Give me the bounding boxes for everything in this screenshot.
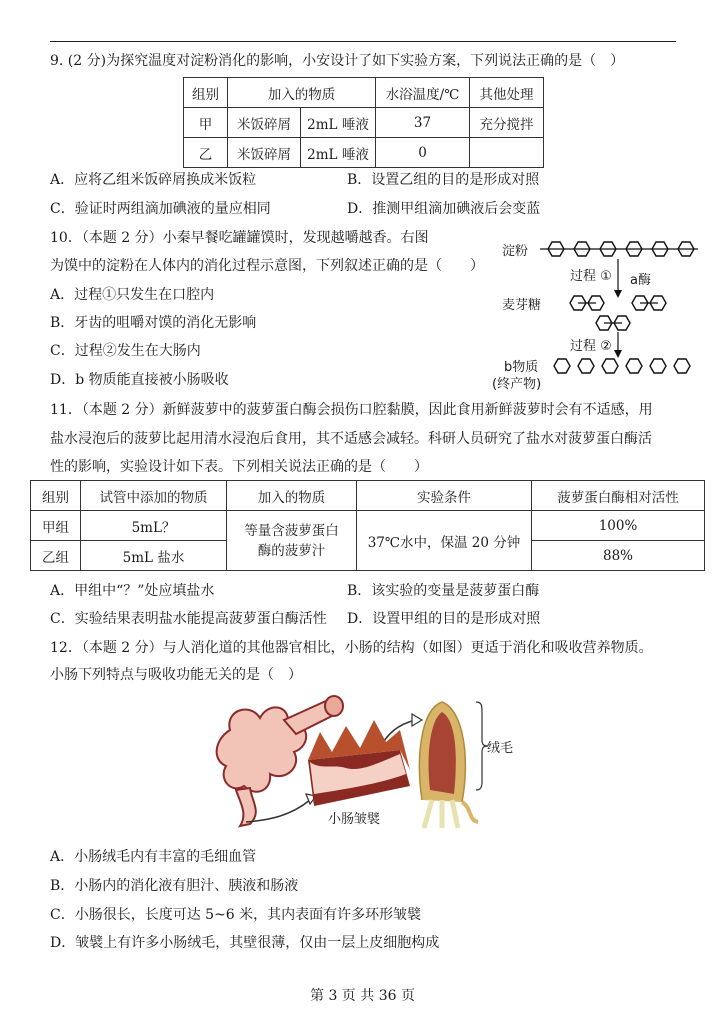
villus-structure bbox=[419, 702, 478, 828]
q11-stem-line3: 性的影响，实验设计如下表。下列相关说法正确的是（ ） bbox=[50, 459, 428, 475]
q9-table bbox=[183, 77, 544, 168]
q10-option-b: B．牙齿的咀嚼对馍的消化无影响 bbox=[50, 315, 257, 331]
table-header: 试管中添加的物质 bbox=[81, 481, 227, 511]
table-cell bbox=[470, 138, 544, 168]
table-cell-merged-substance: 等量含菠萝蛋白酶的菠萝汁 bbox=[227, 511, 357, 571]
header-rule bbox=[50, 41, 676, 42]
table-cell: 5mL 盐水 bbox=[81, 541, 227, 571]
table-cell: 37 bbox=[376, 108, 470, 138]
table-cell: 2mL 唾液 bbox=[301, 108, 376, 138]
table-cell: 米饭碎屑 bbox=[228, 138, 301, 168]
table-cell: 米饭碎屑 bbox=[228, 108, 301, 138]
q9-option-a: A．应将乙组米饭碎屑换成米饭粒 bbox=[50, 172, 257, 188]
table-cell: 乙 bbox=[184, 138, 228, 168]
label-product-b: b物质 bbox=[504, 360, 539, 375]
q12-option-b: B．小肠内的消化液有胆汁、胰液和肠液 bbox=[50, 878, 299, 894]
table-header: 菠萝蛋白酶相对活性 bbox=[532, 481, 705, 511]
q11-stem-line1: 11．（本题 2 分）新鲜菠萝中的菠萝蛋白酶会损伤口腔黏膜，因此食用新鲜菠萝时会有不适感，用 bbox=[50, 402, 653, 418]
table-header: 加入的物质 bbox=[228, 78, 376, 108]
q12-option-a: A．小肠绒毛内有丰富的毛细血管 bbox=[50, 849, 257, 865]
q11-option-b: B．该实验的变量是菠萝蛋白酶 bbox=[347, 583, 540, 599]
label-process2: 过程 ② bbox=[570, 339, 612, 354]
table-header-row bbox=[184, 78, 544, 108]
table-cell: 2mL 唾液 bbox=[301, 138, 376, 168]
table-header: 组别 bbox=[184, 78, 228, 108]
label-process1: 过程 ① bbox=[570, 269, 612, 284]
q9-option-d: D．推测甲组滴加碘液后会变蓝 bbox=[347, 201, 541, 217]
label-enzyme-a: a酶 bbox=[630, 273, 651, 288]
label-villus: 绒毛 bbox=[487, 741, 514, 756]
q10-stem-line2: 为馍中的淀粉在人体内的消化过程示意图，下列叙述正确的是（ ） bbox=[50, 258, 484, 274]
q12-stem-line1: 12．（本题 2 分）与人消化道的其他器官相比，小肠的结构（如图）更适于消化和吸收营养物质。 bbox=[50, 640, 653, 656]
table-header: 加入的物质 bbox=[227, 481, 357, 511]
q12-option-d: D．皱襞上有许多小肠绒毛，其壁很薄，仅由一层上皮细胞构成 bbox=[50, 935, 440, 951]
q12-stem-line2: 小肠下列特点与吸收功能无关的是（ ） bbox=[50, 667, 302, 683]
q9-option-c: C．验证时两组滴加碘液的量应相同 bbox=[50, 201, 271, 217]
small-intestine-illustration bbox=[210, 690, 520, 830]
q10-option-a: A．过程①只发生在口腔内 bbox=[50, 287, 215, 303]
q11-option-c: C．实验结果表明盐水能提高菠萝蛋白酶活性 bbox=[50, 611, 327, 627]
table-cell: 甲组 bbox=[31, 511, 81, 541]
q10-option-d: D．b 物质能直接被小肠吸收 bbox=[50, 372, 229, 388]
table-header: 组别 bbox=[31, 481, 81, 511]
label-intestinal-fold: 小肠皱襞 bbox=[328, 812, 381, 827]
table-row bbox=[31, 511, 705, 541]
q10-option-c: C．过程②发生在大肠内 bbox=[50, 343, 201, 359]
table-cell: 5mL？ bbox=[81, 511, 227, 541]
intestinal-fold-block bbox=[308, 720, 410, 806]
table-row bbox=[184, 138, 544, 168]
page-footer: 第 3 页 共 36 页 bbox=[310, 988, 415, 1004]
q10-stem-line1: 10．（本题 2 分）小秦早餐吃罐罐馍时，发现越嚼越香。右图 bbox=[50, 230, 429, 246]
table-header-row bbox=[31, 481, 705, 511]
q9-stem: 9. (2 分)为探究温度对淀粉消化的影响，小安设计了如下实验方案，下列说法正确的是（ ） bbox=[50, 53, 625, 69]
label-starch: 淀粉 bbox=[502, 244, 529, 259]
table-cell: 0 bbox=[376, 138, 470, 168]
q11-option-d: D．设置甲组的目的是形成对照 bbox=[347, 611, 541, 627]
table-header: 其他处理 bbox=[470, 78, 544, 108]
label-maltose: 麦芽糖 bbox=[502, 298, 542, 313]
table-row bbox=[184, 108, 544, 138]
table-header: 水浴温度/℃ bbox=[376, 78, 470, 108]
table-cell: 甲 bbox=[184, 108, 228, 138]
q11-table bbox=[30, 480, 705, 571]
starch-digestion-diagram bbox=[490, 232, 720, 392]
table-cell: 88% bbox=[532, 541, 705, 571]
table-cell-merged-condition: 37℃水中，保温 20 分钟 bbox=[357, 511, 532, 571]
table-cell: 乙组 bbox=[31, 541, 81, 571]
q11-option-a: A．甲组中“？”处应填盐水 bbox=[50, 583, 215, 599]
table-cell: 100% bbox=[532, 511, 705, 541]
q12-option-c: C．小肠很长，长度可达 5~6 米，其内表面有许多环形皱襞 bbox=[50, 907, 422, 923]
table-cell: 充分搅拌 bbox=[470, 108, 544, 138]
q9-option-b: B．设置乙组的目的是形成对照 bbox=[347, 172, 540, 188]
table-header: 实验条件 bbox=[357, 481, 532, 511]
label-final-product: (终产物) bbox=[492, 377, 542, 392]
q11-stem-line2: 盐水浸泡后的菠萝比起用清水浸泡后食用，其不适感会减轻。科研人员研究了盐水对菠萝蛋白酶活 bbox=[50, 431, 652, 447]
